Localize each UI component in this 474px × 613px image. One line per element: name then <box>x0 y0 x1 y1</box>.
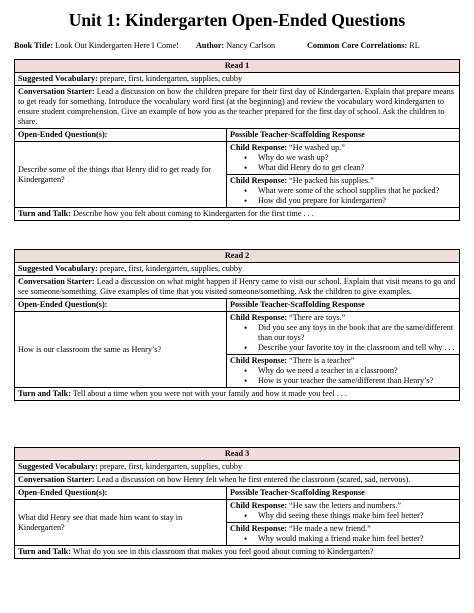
scaffold-bullet: • What were some of the school supplies that he packed? <box>230 186 456 196</box>
question-header-row: Open-Ended Question(s): Possible Teacher-Scaffolding Response <box>15 298 459 311</box>
open-ended-question: How is our classroom the same as Henry’s? <box>15 312 227 387</box>
scaffold-bullet: • What did Henry do to get clean? <box>230 163 456 173</box>
scaffold-bullet: • How is your teacher the same/different than Henry’s? <box>230 376 456 386</box>
vocabulary-row: Suggested Vocabulary: prepare, first, kindergarten, supplies, cubby <box>15 262 459 275</box>
child-response: Child Response: “He made a new friend.” • Why would making a friend make him feel better? <box>227 522 459 545</box>
page-title: Unit 1: Kindergarten Open-Ended Questions <box>68 10 406 30</box>
question-header-row: Open-Ended Question(s): Possible Teacher-Scaffolding Response <box>15 128 459 141</box>
question-row <box>15 141 459 207</box>
book-title: Book Title: Look Out Kindergarten Here I Come! <box>14 41 179 50</box>
read-2-block <box>14 249 460 401</box>
question-row <box>15 499 459 545</box>
open-ended-question: Describe some of the things that Henry did to get ready for Kindergarten? <box>15 142 227 207</box>
conversation-starter: Conversation Starter: Lead a discussion on how Henry felt when he first entered the classroom (scared, sad, nervous). <box>15 473 459 486</box>
question-row <box>15 311 459 387</box>
child-response: Child Response: “He washed up.” • Why do we wash up? • What did Henry do to get clean? <box>227 142 459 174</box>
read-heading: Read 2 <box>15 250 459 262</box>
scaffold-bullet: • Describe your favorite toy in the classroom and tell why . . . <box>230 343 456 353</box>
child-response: Child Response: “There is a teacher” • Why do we need a teacher in a classroom? • How is your teacher the same/different than Henry’s? <box>227 354 459 387</box>
child-response: Child Response: “He packed his supplies.” • What were some of the school supplies that he packed? • How did you prepare for kindergarten? <box>227 174 459 207</box>
turn-and-talk: Turn and Talk: Describe how you felt about coming to Kindergarten for the first time . . . <box>15 207 459 220</box>
child-response: Child Response: “He saw the letters and numbers.” • Why did seeing these things make him feel better? <box>227 500 459 522</box>
scaffold-bullet: • Why did seeing these things make him feel better? <box>230 511 456 521</box>
read-3-block <box>14 447 460 559</box>
author: Author: Nancy Carlson <box>196 41 276 50</box>
read-1-block <box>14 59 460 221</box>
question-header-row: Open-Ended Question(s): Possible Teacher-Scaffolding Response <box>15 486 459 499</box>
child-response: Child Response: “There are toys.” • Did you see any toys in the book that are the same/different than our toys? • Describe your favorite toy in the classroom and tell why . . . <box>227 312 459 354</box>
scaffold-bullet: • Did you see any toys in the book that are the same/different than our toys? <box>230 323 456 343</box>
vocabulary-row: Suggested Vocabulary: prepare, first, kindergarten, supplies, cubby <box>15 72 459 85</box>
common-core: Common Core Correlations: RL <box>307 41 420 50</box>
conversation-starter: Conversation Starter: Lead a discussion on how the children prepare for their first day of Kindergarten. Explain that prepare means to get ready for something. Introduce the vocabulary word first (at the beginning) and review the vocabulary word kindergarten to ensure student comprehension. Give an example of how you as the teacher prepared for the first day of school. Ask the children to share. <box>15 85 459 128</box>
turn-and-talk: Turn and Talk: What do you see in this classroom that makes you feel good about coming to Kindergarten? <box>15 545 459 558</box>
scaffold-bullet: • Why do we wash up? <box>230 153 456 163</box>
read-heading: Read 3 <box>15 448 459 460</box>
conversation-starter: Conversation Starter: Lead a discussion on what might happen if Henry came to visit our school. Explain that visit means to go and see someone/something. Give examples of time that you visited someone/something. Ask the children to give examples. <box>15 275 459 298</box>
open-ended-question: What did Henry see that made him want to stay in Kindergarten? <box>15 500 227 545</box>
read-heading: Read 1 <box>15 60 459 72</box>
vocabulary-row: Suggested Vocabulary: prepare, first, kindergarten, supplies, cubby <box>15 460 459 473</box>
scaffold-bullet: • Why do we need a teacher in a classroom? <box>230 366 456 376</box>
scaffold-bullet: • How did you prepare for kindergarten? <box>230 196 456 206</box>
scaffold-bullet: • Why would making a friend make him feel better? <box>230 534 456 544</box>
turn-and-talk: Turn and Talk: Tell about a time when you were not with your family and how it made you feel . . . <box>15 387 459 400</box>
